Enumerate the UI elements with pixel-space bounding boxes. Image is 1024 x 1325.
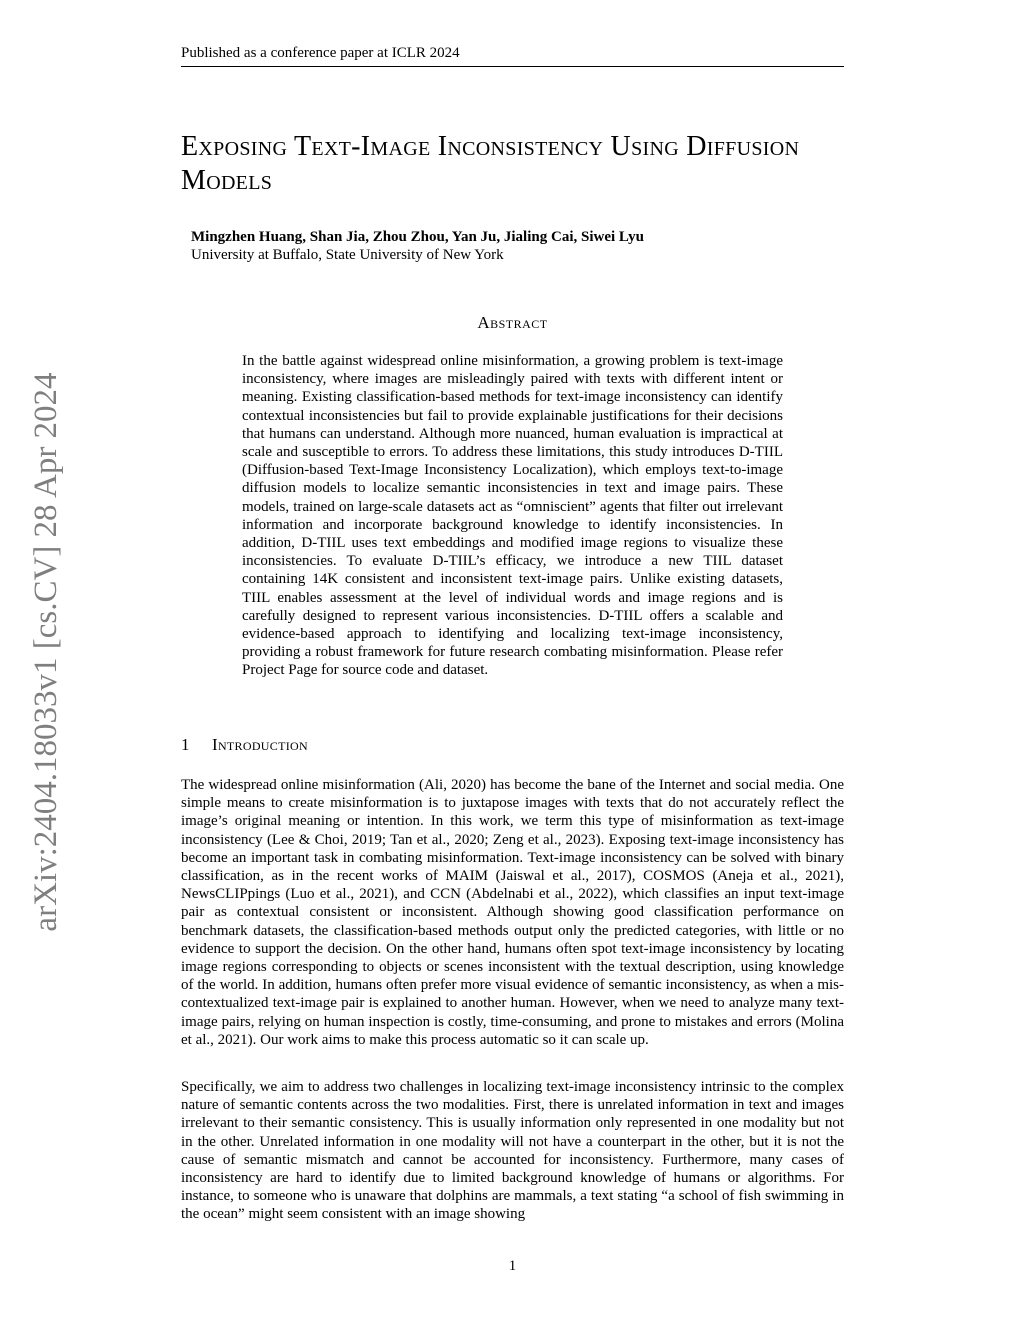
section-number: 1 xyxy=(181,735,190,754)
author-affiliation: University at Buffalo, State University of New York xyxy=(191,247,504,263)
running-header: Published as a conference paper at ICLR 2024 xyxy=(181,44,844,67)
arxiv-identifier-sidebar: arXiv:2404.18033v1 [cs.CV] 28 Apr 2024 xyxy=(28,372,64,932)
abstract-body: In the battle against widespread online misinformation, a growing problem is text-image inconsistency, where images are misleadingly paired with texts with different intent or meaning. Existing classification-based methods for text-image inconsistency can identify contextual inconsistencies but fail to provide explainable justifications for their decisions that humans can understand. Although more nuanced, human evaluation is impractical at scale and susceptible to errors. To address these limitations, this study introduces D-TIIL (Diffusion-based Text-Image Inconsistency Localization), which employs text-to-image diffusion models to localize semantic inconsistencies in text and image pairs. These models, trained on large-scale datasets act as “omniscient” agents that filter out irrelevant information and incorporate background knowledge to identify inconsistencies. In addition, D-TIIL uses text embeddings and modified image regions to visualize these inconsistencies. To evaluate D-TIIL’s efficacy, we introduce a new TIIL dataset containing 14K consistent and inconsistent text-image pairs. Unlike existing datasets, TIIL enables assessment at the level of individual words and image regions and is carefully designed to represent various inconsistencies. D-TIIL offers a scalable and evidence-based approach to identifying and localizing text-image inconsistency, providing a robust framework for future research combating misinformation. Please refer Project Page for source code and dataset. xyxy=(242,353,783,679)
page-number: 1 xyxy=(508,1258,517,1274)
intro-paragraph: The widespread online misinformation (Ali, 2020) has become the bane of the Internet and social media. One simple means to create misinformation is to juxtapose images with texts that do not accurately reflect the image’s original meaning or intention. In this work, we term this type of misinformation as text-image inconsistency (Lee & Choi, 2019; Tan et al., 2020; Zeng et al., 2023). Exposing text-image inconsistency has become an important task in combating misinformation. Text-image inconsistency can be solved with binary classification, as in the recent works of MAIM (Jaiswal et al., 2017), COSMOS (Aneja et al., 2021), NewsCLIPpings (Luo et al., 2021), and CCN (Abdelnabi et al., 2022), which classifies an input text-image pair as contextual consistent or inconsistent. Although showing good classification performance on benchmark datasets, the classification-based methods output only the predicted categories, with little or no evidence to support the decision. On the other hand, humans often spot text-image inconsistency by locating image regions corresponding to objects or scenes inconsistent with the textual description, using knowledge of the world. In addition, humans often prefer more visual evidence of semantic inconsistency, as when a mis-contextualized text-image pair is explained to another human. However, when we need to analyze many text-image pairs, relying on human inspection is costly, time-consuming, and prone to mistakes and errors (Molina et al., 2021). Our work aims to make this process automatic so it can scale up. xyxy=(181,777,844,1048)
section-title: Introduction xyxy=(212,735,308,754)
paper-title: Exposing Text-Image Inconsistency Using Diffusion Models xyxy=(181,131,800,196)
intro-paragraph: Specifically, we aim to address two challenges in localizing text-image inconsistency intrinsic to the complex nature of semantic contents across the two modalities. First, there is unrelated information in text and images irrelevant to their semantic consistency. This is usually information only represented in one modality but not in the other. Unrelated information in one modality will not have a counterpart in the other, but it is not the cause of semantic mismatch and cannot be accounted for inconsistency. Furthermore, many cases of inconsistency are hard to identify due to limited background knowledge of humans or algorithms. For instance, to someone who is unaware that dolphins are mammals, a text stating “a school of fish swimming in the ocean” might seem consistent with an image showing xyxy=(181,1079,844,1223)
author-block xyxy=(191,228,831,264)
author-names: Mingzhen Huang, Shan Jia, Zhou Zhou, Yan Ju, Jialing Cai, Siwei Lyu xyxy=(191,229,644,245)
abstract-heading: Abstract xyxy=(477,313,548,332)
section-heading-introduction xyxy=(181,735,844,755)
